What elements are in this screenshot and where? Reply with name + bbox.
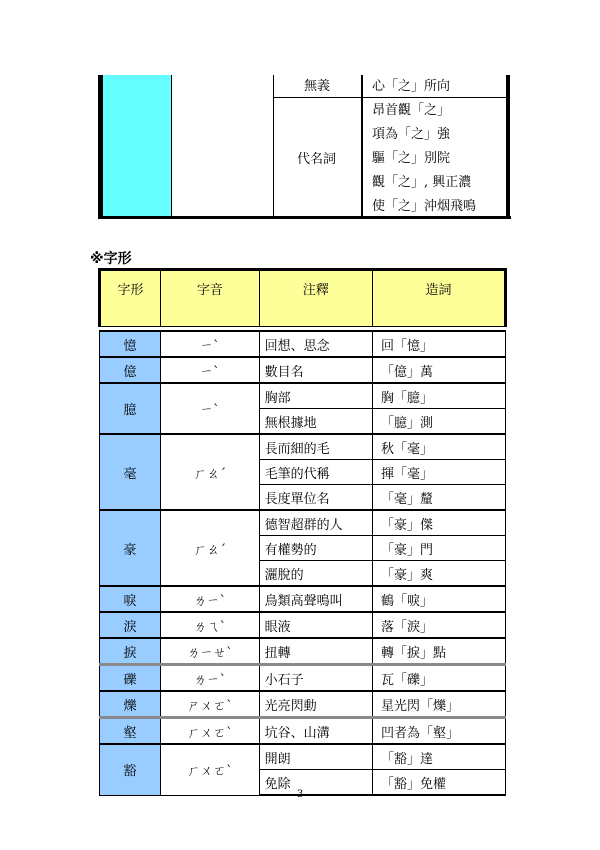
glyph-cell: 憶 — [100, 331, 161, 357]
header-cell: 字音 — [161, 270, 259, 327]
pronunciation-cell: ㄌㄟˋ — [161, 612, 259, 638]
annotation-cell: 長而細的毛 — [259, 434, 372, 460]
header-cell: 造詞 — [372, 270, 505, 327]
example: 昂首觀「之」 — [372, 103, 451, 118]
example: 項為「之」強 — [372, 127, 451, 142]
table-row — [100, 510, 506, 536]
table-row — [100, 691, 506, 718]
word-cell: 「毫」釐 — [372, 485, 505, 511]
table-row — [100, 718, 506, 745]
table-row — [100, 434, 506, 460]
word-cell: 「豁」達 — [372, 744, 505, 770]
pronunciation-cell: ㄧˋ — [161, 357, 259, 383]
annotation-cell: 有權勢的 — [259, 536, 372, 561]
annotation-cell: 鳥類高聲鳴叫 — [259, 586, 372, 612]
annotation-cell: 扭轉 — [259, 638, 372, 665]
glyph-cell: 臆 — [100, 383, 161, 434]
word-cell: 凹者為「壑」 — [372, 718, 505, 745]
annotation-cell: 德智超群的人 — [259, 510, 372, 536]
annotation-cell: 坑谷、山溝 — [259, 718, 372, 745]
word-cell: 轉「捩」點 — [372, 638, 505, 665]
pronunciation-cell: ㄧˋ — [161, 331, 259, 357]
table-row — [100, 744, 506, 770]
annotation-cell: 數目名 — [259, 357, 372, 383]
glyph-cell: 淚 — [100, 612, 161, 638]
glyph-cell: 爍 — [100, 691, 161, 718]
word-cell: 胸「臆」 — [372, 383, 505, 409]
example: 驅「之」別院 — [372, 151, 451, 166]
annotation-cell: 毛筆的代稱 — [259, 460, 372, 485]
annotation-cell: 長度單位名 — [259, 485, 372, 511]
pronunciation-cell: ㄌㄧˋ — [161, 586, 259, 612]
glyph-table — [98, 268, 507, 796]
table-row — [100, 383, 506, 409]
pronunciation-cell: ㄌㄧㄝˋ — [161, 638, 259, 665]
annotation-cell: 回想、思念 — [259, 331, 372, 357]
word-cell: 「臆」測 — [372, 409, 505, 435]
word-cell: 「豪」傑 — [372, 510, 505, 536]
annotation-cell: 胸部 — [259, 383, 372, 409]
glyph-cell: 礫 — [100, 665, 161, 692]
annotation-cell: 免除 — [259, 770, 372, 796]
word-cell: 秋「毫」 — [372, 434, 505, 460]
example: 使「之」沖烟飛鳴 — [372, 199, 477, 214]
header-cell: 字形 — [100, 270, 161, 327]
glyph-cell: 壑 — [100, 718, 161, 745]
section-title: ※字形 — [90, 251, 132, 267]
annotation-cell: 小石子 — [259, 665, 372, 692]
annotation-cell: 眼液 — [259, 612, 372, 638]
glyph-cell: 毫 — [100, 434, 161, 510]
annotation-cell: 灑脫的 — [259, 561, 372, 587]
word-cell: 瓦「礫」 — [372, 665, 505, 692]
cyan-cell — [103, 75, 172, 218]
glyph-cell: 捩 — [100, 638, 161, 665]
table-row — [100, 586, 506, 612]
word-cell: 星光閃「爍」 — [372, 691, 505, 718]
word-cell: 回「憶」 — [372, 331, 505, 357]
table-row — [100, 638, 506, 665]
table-row — [100, 665, 506, 692]
table-header — [100, 270, 506, 327]
pronunciation-cell: ㄕㄨㄛˋ — [161, 691, 259, 718]
pronunciation-cell: ㄌㄧˋ — [161, 665, 259, 692]
word-cell: 落「淚」 — [372, 612, 505, 638]
example: 觀「之」, 興正濃 — [372, 175, 472, 190]
header-cell: 注釋 — [259, 270, 372, 327]
table-row — [100, 331, 506, 357]
word-cell: 「豁」免權 — [372, 770, 505, 796]
pronunciation-cell: ㄏㄠˊ — [161, 510, 259, 586]
annotation-cell: 光亮閃動 — [259, 691, 372, 718]
usage-pronoun: 代名詞 — [297, 152, 337, 167]
glyph-cell: 豁 — [100, 744, 161, 795]
word-cell: 揮「毫」 — [372, 460, 505, 485]
pronunciation-cell: ㄏㄠˊ — [161, 434, 259, 510]
pronunciation-cell: ㄏㄨㄛˋ — [161, 718, 259, 745]
usage-none: 無義 — [304, 79, 331, 94]
glyph-cell: 億 — [100, 357, 161, 383]
word-cell: 「豪」門 — [372, 536, 505, 561]
example: 心「之」所向 — [372, 79, 451, 94]
glyph-cell: 豪 — [100, 510, 161, 586]
glyph-cell: 唳 — [100, 586, 161, 612]
continuation-table — [98, 75, 510, 219]
word-cell: 鶴「唳」 — [372, 586, 505, 612]
pronunciation-cell: ㄧˋ — [161, 383, 259, 434]
word-cell: 「豪」爽 — [372, 561, 505, 587]
table-row — [100, 357, 506, 383]
page-number: 3 — [296, 789, 304, 800]
annotation-cell: 開朗 — [259, 744, 372, 770]
table-row — [100, 612, 506, 638]
pronunciation-cell: ㄏㄨㄛˋ — [161, 744, 259, 795]
word-cell: 「億」萬 — [372, 357, 505, 383]
annotation-cell: 無根據地 — [259, 409, 372, 435]
